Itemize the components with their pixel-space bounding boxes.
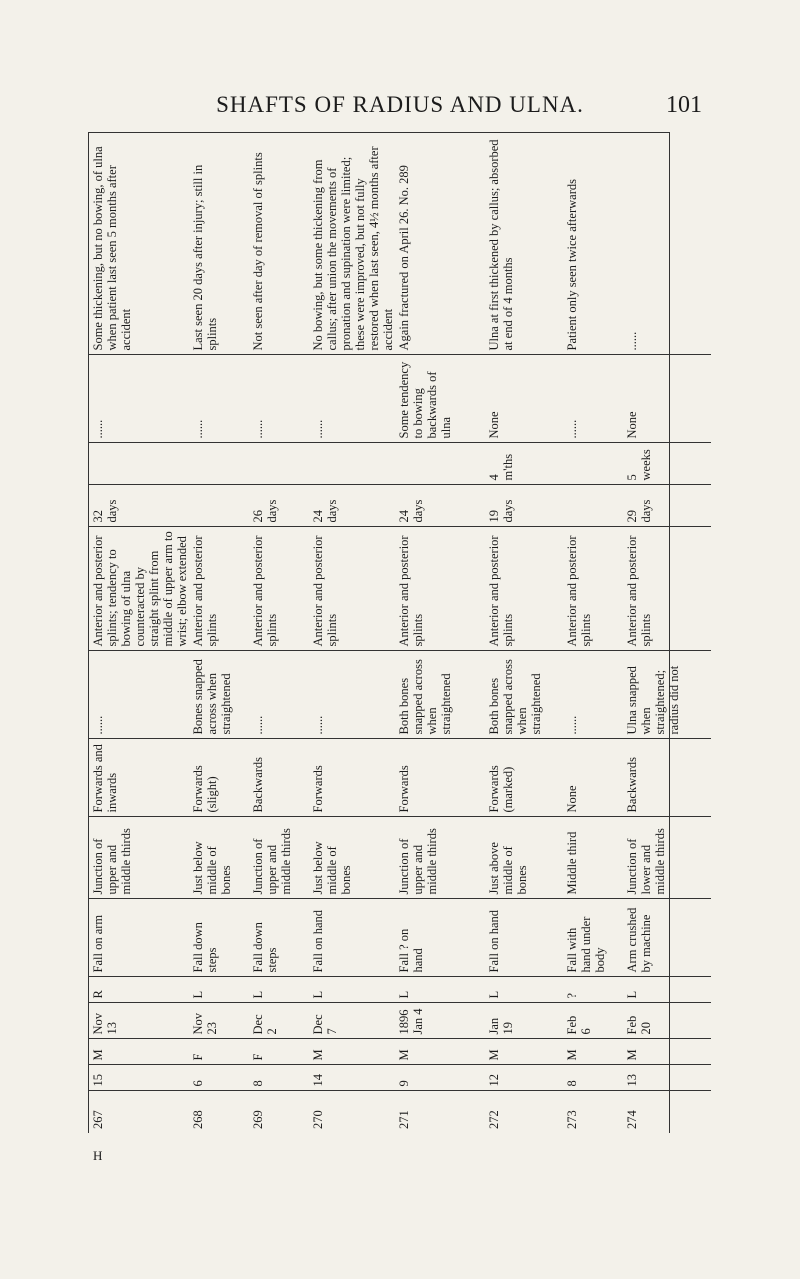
cell-displacement: Backwards [249, 739, 309, 817]
table-row [623, 133, 711, 1133]
cell-union-time [249, 443, 309, 485]
cell-side: L [309, 977, 395, 1003]
cell-bowing: None [623, 355, 711, 443]
cell-result: Patient only seen twice afterwards [563, 133, 623, 355]
cell-displacement: Backwards [623, 739, 711, 817]
cell-treatment: Anterior and posterior splints [623, 527, 711, 651]
cell-reduction: Bones snapped across when straightened [189, 651, 249, 739]
cell-cause: Fall down steps [189, 899, 249, 977]
cell-case-number: 268 [191, 1110, 205, 1129]
cell-date: Dec 7 [309, 1003, 395, 1039]
cell-splints-duration [189, 485, 249, 527]
cell-treatment: Anterior and posterior splints [249, 527, 309, 651]
cell-union-time [563, 443, 623, 485]
cell-side: L [395, 977, 485, 1003]
cell-bowing: ...... [189, 355, 249, 443]
cell-cause: Fall on arm [89, 899, 189, 977]
cell-union-time: 5 weeks [623, 443, 711, 485]
cell-age: 9 [395, 1065, 485, 1091]
cell-cause: Arm crushed by machine [623, 899, 711, 977]
cell-treatment: Anterior and posterior splints [309, 527, 395, 651]
cell-displacement: Forwards [309, 739, 395, 817]
table-row [395, 133, 485, 1133]
table-row [89, 133, 189, 1133]
cell-splints-duration: 29 days [623, 485, 711, 527]
cell-displacement: Forwards (marked) [485, 739, 563, 817]
cell-reduction: ...... [563, 651, 623, 739]
cell-site: Junction of upper and middle thirds [395, 817, 485, 899]
cell-age: 15 [89, 1065, 189, 1091]
cell-date: Feb 6 [563, 1003, 623, 1039]
cell-site: Junction of upper and middle thirds [249, 817, 309, 899]
cell-age: 13 [623, 1065, 711, 1091]
cell-result: No bowing, but some thickening from callus; after union the movements of pronation and supination were limited; these were improved, but not fully restored when last seen, 4½ months after accident [309, 133, 395, 355]
cell-treatment: Anterior and posterior splints [395, 527, 485, 651]
cell-date: Jan 19 [485, 1003, 563, 1039]
cell-site: Junction of lower and middle thirds [623, 817, 711, 899]
cell-union-time [309, 443, 395, 485]
cell-reduction: ...... [249, 651, 309, 739]
cell-age: 6 [189, 1065, 249, 1091]
cell-sex: F [249, 1039, 309, 1065]
cell-result: ...... [623, 133, 711, 355]
cell-reduction: ...... [309, 651, 395, 739]
case-table-grid [89, 133, 711, 1133]
cell-reduction: ...... [89, 651, 189, 739]
cell-cause: Fall with hand under body [563, 899, 623, 977]
cell-date: 1896 Jan 4 [395, 1003, 485, 1039]
cell-case-number: 270 [311, 1110, 325, 1129]
cell-age: 12 [485, 1065, 563, 1091]
cell-treatment: Anterior and posterior splints; tendency to bowing of ulna counteracted by straight splint from middle of upper arm to wrist; elbow extended [89, 527, 189, 651]
cell-side: ? [563, 977, 623, 1003]
cell-sex: M [89, 1039, 189, 1065]
cell-displacement: None [563, 739, 623, 817]
page-number: 101 [666, 92, 702, 118]
cell-displacement: Forwards and inwards [89, 739, 189, 817]
cell-bowing: None [485, 355, 563, 443]
cell-sex: M [309, 1039, 395, 1065]
cell-result: Last seen 20 days after injury; still in splints [189, 133, 249, 355]
table-row [563, 133, 623, 1133]
cell-site: Just above middle of bones [485, 817, 563, 899]
cell-splints-duration [563, 485, 623, 527]
cell-side: L [623, 977, 711, 1003]
running-head: SHAFTS OF RADIUS AND ULNA. [216, 92, 584, 117]
cell-splints-duration: 19 days [485, 485, 563, 527]
cell-site: Just below middle of bones [309, 817, 395, 899]
cell-result: Not seen after day of removal of splints [249, 133, 309, 355]
cell-age: 8 [563, 1065, 623, 1091]
cell-site: Junction of upper and middle thirds [89, 817, 189, 899]
cell-side: L [189, 977, 249, 1003]
cell-result: Some thickening, but no bowing, of ulna when patient last seen 5 months after accident [89, 133, 189, 355]
cell-date: Feb 20 [623, 1003, 711, 1039]
table-row [249, 133, 309, 1133]
cell-sex: M [623, 1039, 711, 1065]
cell-sex: M [563, 1039, 623, 1065]
cell-bowing: ...... [563, 355, 623, 443]
cell-cause: Fall down steps [249, 899, 309, 977]
cell-bowing: ...... [309, 355, 395, 443]
cell-date: Nov 23 [189, 1003, 249, 1039]
cell-case-number: 271 [397, 1110, 411, 1129]
cell-reduction: Both bones snapped across when straightened [485, 651, 563, 739]
cell-sex: M [395, 1039, 485, 1065]
cell-side: L [249, 977, 309, 1003]
cell-result: Ulna at first thickened by callus; absorbed at end of 4 months [485, 133, 563, 355]
case-table [88, 132, 681, 1133]
cell-splints-duration: 26 days [249, 485, 309, 527]
cell-date: Dec 2 [249, 1003, 309, 1039]
cell-result: Again fractured on April 26. No. 289 [395, 133, 485, 355]
table-row [309, 133, 395, 1133]
cell-treatment: Anterior and posterior splints [189, 527, 249, 651]
cell-treatment: Anterior and posterior splints [485, 527, 563, 651]
table-row [189, 133, 249, 1133]
cell-case-number: 269 [251, 1110, 265, 1129]
cell-splints-duration: 24 days [395, 485, 485, 527]
cell-age: 8 [249, 1065, 309, 1091]
cell-sex: F [189, 1039, 249, 1065]
cell-reduction: Ulna snapped when straightened; radius did not [623, 651, 711, 739]
table-row [485, 133, 563, 1133]
cell-reduction: Both bones snapped across when straightened [395, 651, 485, 739]
cell-cause: Fall ? on hand [395, 899, 485, 977]
cell-case-number: 274 [625, 1110, 639, 1129]
page-header [0, 92, 800, 122]
cell-case-number: 272 [487, 1110, 501, 1129]
cell-age: 14 [309, 1065, 395, 1091]
cell-union-time [189, 443, 249, 485]
cell-side: R [89, 977, 189, 1003]
cell-union-time [89, 443, 189, 485]
cell-cause: Fall on hand [485, 899, 563, 977]
cell-date: Nov 13 [89, 1003, 189, 1039]
cell-site: Just below middle of bones [189, 817, 249, 899]
printer-signature: H [93, 1148, 103, 1163]
cell-case-number: 267 [91, 1110, 105, 1129]
cell-splints-duration: 32 days [89, 485, 189, 527]
cell-splints-duration: 24 days [309, 485, 395, 527]
cell-site: Middle third [563, 817, 623, 899]
cell-treatment: Anterior and posterior splints [563, 527, 623, 651]
cell-sex: M [485, 1039, 563, 1065]
cell-displacement: Forwards (slight) [189, 739, 249, 817]
cell-union-time: 4 m'ths [485, 443, 563, 485]
cell-bowing: Some tendency to bowing backwards of ulna [395, 355, 485, 443]
cell-bowing: ...... [249, 355, 309, 443]
cell-bowing: ...... [89, 355, 189, 443]
cell-union-time [395, 443, 485, 485]
cell-side: L [485, 977, 563, 1003]
cell-cause: Fall on hand [309, 899, 395, 977]
cell-case-number: 273 [565, 1110, 579, 1129]
cell-displacement: Forwards [395, 739, 485, 817]
